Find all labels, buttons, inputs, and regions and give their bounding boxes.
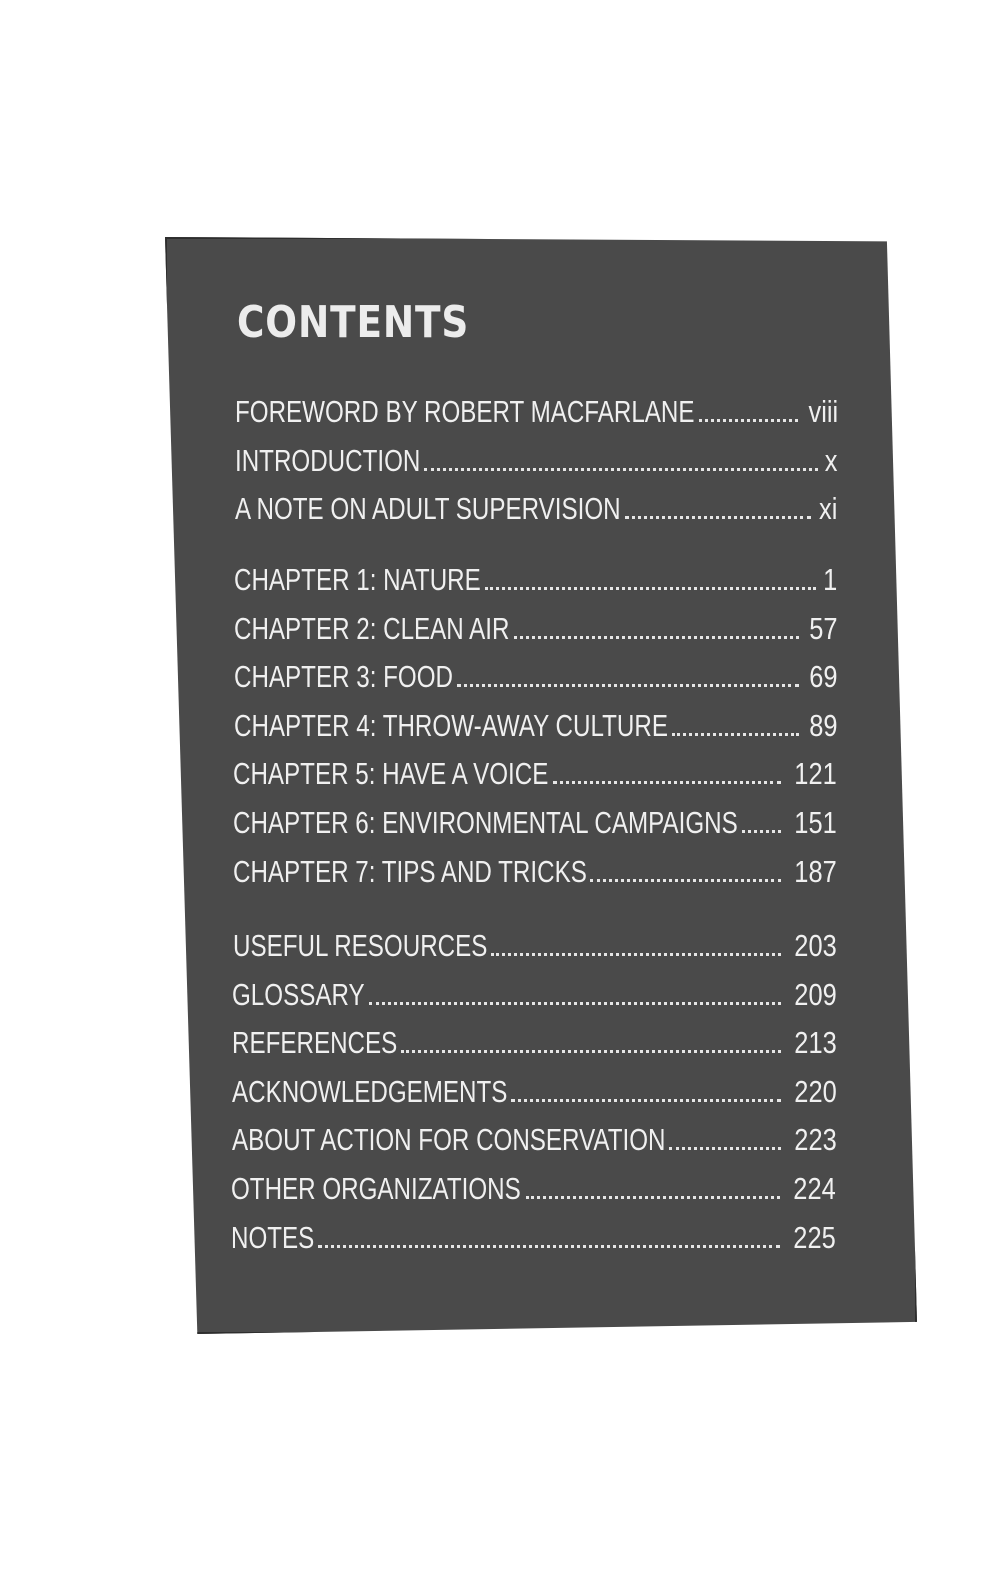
toc-entry-page-number: 209 xyxy=(794,976,837,1012)
page-title: CONTENTS xyxy=(237,297,470,348)
toc-entry xyxy=(234,605,837,653)
toc-entry-label: CHAPTER 2: CLEAN AIR xyxy=(234,610,510,646)
toc-entry xyxy=(233,799,837,847)
toc-entry xyxy=(235,388,838,436)
dot-leader xyxy=(511,1099,780,1102)
dot-leader xyxy=(526,1196,781,1199)
toc-entry-label: ACKNOWLEDGEMENTS xyxy=(231,1073,508,1109)
dot-leader xyxy=(742,830,781,833)
toc-entry xyxy=(234,702,838,750)
toc-entry-page-number: 1 xyxy=(823,562,838,597)
dot-leader xyxy=(457,684,799,687)
toc-entry xyxy=(233,922,837,970)
dot-leader xyxy=(514,636,799,639)
toc-entry-page-number: 187 xyxy=(794,853,837,889)
toc-entry-page-number: xi xyxy=(819,491,838,527)
toc-entry xyxy=(232,1116,837,1164)
dot-leader xyxy=(699,419,798,422)
toc-entry-page-number: 203 xyxy=(794,928,837,963)
toc-entry-page-number: viii xyxy=(808,394,838,429)
toc-entry-page-number: 69 xyxy=(809,659,838,695)
toc-entry xyxy=(232,1019,836,1067)
toc-entry-label: ABOUT ACTION FOR CONSERVATION xyxy=(231,1122,666,1158)
toc-entry-label: USEFUL RESOURCES xyxy=(232,928,487,963)
dot-leader xyxy=(369,1002,781,1005)
dot-leader xyxy=(553,781,781,784)
toc-entry-label: CHAPTER 7: TIPS AND TRICKS xyxy=(232,853,587,889)
dot-leader xyxy=(318,1245,780,1248)
toc-entry xyxy=(232,971,836,1019)
toc-entry-page-number: x xyxy=(825,442,838,478)
toc-entry xyxy=(235,485,838,533)
dot-leader xyxy=(485,587,816,590)
toc-entry-label: CHAPTER 6: ENVIRONMENTAL CAMPAIGNS xyxy=(233,805,738,840)
toc-entry-page-number: 213 xyxy=(794,1025,837,1061)
toc-entry xyxy=(233,848,837,896)
dot-leader xyxy=(669,1147,781,1150)
dot-leader xyxy=(491,953,781,956)
toc-entry-page-number: 121 xyxy=(794,756,838,792)
toc-entry-label: INTRODUCTION xyxy=(234,442,421,478)
toc-entry-label: CHAPTER 4: THROW-AWAY CULTURE xyxy=(233,707,668,743)
toc-entry-page-number: 225 xyxy=(793,1219,837,1255)
toc-entry-page-number: 57 xyxy=(809,610,838,646)
toc-entry xyxy=(232,1068,837,1116)
dot-leader xyxy=(672,733,799,736)
toc-entry-label: CHAPTER 5: HAVE A VOICE xyxy=(233,756,549,792)
toc-entry-label: CHAPTER 3: FOOD xyxy=(233,659,453,695)
toc-entry-page-number: 223 xyxy=(793,1122,837,1158)
toc-entry-page-number: 89 xyxy=(808,707,838,743)
dot-leader xyxy=(424,468,819,471)
toc-entry xyxy=(234,653,838,701)
toc-entry-page-number: 224 xyxy=(793,1171,837,1206)
toc-entry-label: OTHER ORGANIZATIONS xyxy=(231,1171,522,1206)
toc-entry-label: FOREWORD BY ROBERT MACFARLANE xyxy=(235,394,695,429)
toc-entry-page-number: 220 xyxy=(793,1073,837,1109)
toc-entry xyxy=(234,556,837,604)
toc-entry-label: GLOSSARY xyxy=(232,976,365,1012)
toc-entry xyxy=(231,1165,836,1213)
toc-entry-label: NOTES xyxy=(231,1219,315,1255)
toc-entry-label: A NOTE ON ADULT SUPERVISION xyxy=(234,491,621,527)
toc-entry xyxy=(231,1214,836,1262)
toc-entry xyxy=(233,750,837,798)
dot-leader xyxy=(401,1050,781,1053)
toc-entry xyxy=(235,437,838,485)
dot-leader xyxy=(590,879,781,882)
toc-entry-label: CHAPTER 1: NATURE xyxy=(234,562,481,597)
toc-entry-page-number: 151 xyxy=(794,805,838,840)
toc-entry-label: REFERENCES xyxy=(232,1025,398,1061)
dot-leader xyxy=(625,516,812,519)
